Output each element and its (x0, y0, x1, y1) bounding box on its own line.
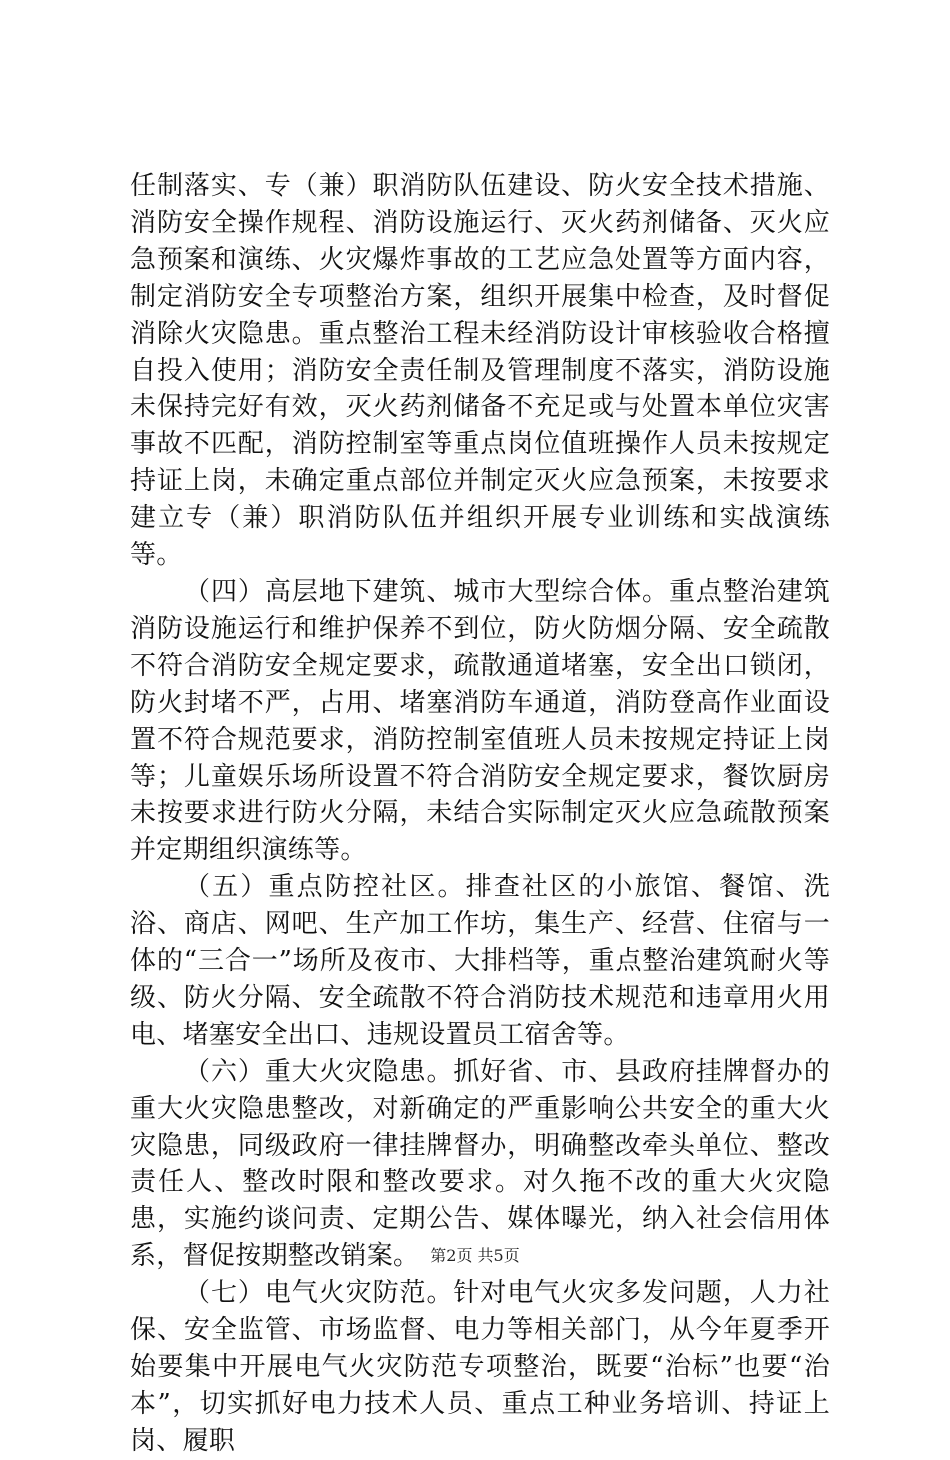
paragraph-key-communities: （五）重点防控社区。排查社区的小旅馆、餐馆、洗浴、商店、网吧、生产加工作坊，集生产、经营、住宿与一体的“三合一”场所及夜市、大排档等，重点整治建筑耐火等级、防火分隔、安全疏散不符合消防技术规范和违章用火用电、堵塞安全出口、违规设置员工宿舍等。 (130, 872, 830, 1050)
paragraph-major-fire-hazards: （六）重大火灾隐患。抓好省、市、县政府挂牌督办的重大火灾隐患整改，对新确定的严重影响公共安全的重大火灾隐患，同级政府一律挂牌督办，明确整改牵头单位、整改责任人、整改时限和整改要求。对久拖不改的重大火灾隐患，实施约谈问责、定期公告、媒体曝光，纳入社会信用体系，督促按期整改销案。 (130, 1056, 830, 1272)
paragraph-electrical-fire-prevention: （七）电气火灾防范。针对电气火灾多发问题，人力社保、安全监管、市场监督、电力等相关部门，从今年夏季开始要集中开展电气火灾防范专项整治，既要“治标”也要“治本”，切实抓好电力技术人员、重点工种业务培训、持证上岗、履职 (130, 1278, 830, 1456)
paragraph-high-rise-buildings: （四）高层地下建筑、城市大型综合体。重点整治建筑消防设施运行和维护保养不到位，防火防烟分隔、安全疏散不符合消防安全规定要求，疏散通道堵塞，安全出口锁闭，防火封堵不严，占用、堵塞消防车通道，消防登高作业面设置不符合规范要求，消防控制室值班人员未按规定持证上岗等；儿童娱乐场所设置不符合消防安全规定要求，餐饮厨房未按要求进行防火分隔，未结合实际制定灭火应急疏散预案并定期组织演练等。 (130, 576, 830, 866)
paragraph-continuation: 任制落实、专（兼）职消防队伍建设、防火安全技术措施、消防安全操作规程、消防设施运行、灭火药剂储备、灭火应急预案和演练、火灾爆炸事故的工艺应急处置等方面内容，制定消防安全专项整治方案，组织开展集中检查，及时督促消除火灾隐患。重点整治工程未经消防设计审核验收合格擅自投入使用；消防安全责任制及管理制度不落实，消防设施未保持完好有效，灭火药剂储备不充足或与处置本单位灾害事故不匹配，消防控制室等重点岗位值班操作人员未按规定持证上岗，未确定重点部位并制定灭火应急预案，未按要求建立专（兼）职消防队伍并组织开展专业训练和实战演练等。 (130, 171, 830, 571)
page-number-footer: 第2页 共5页 (430, 1246, 520, 1265)
